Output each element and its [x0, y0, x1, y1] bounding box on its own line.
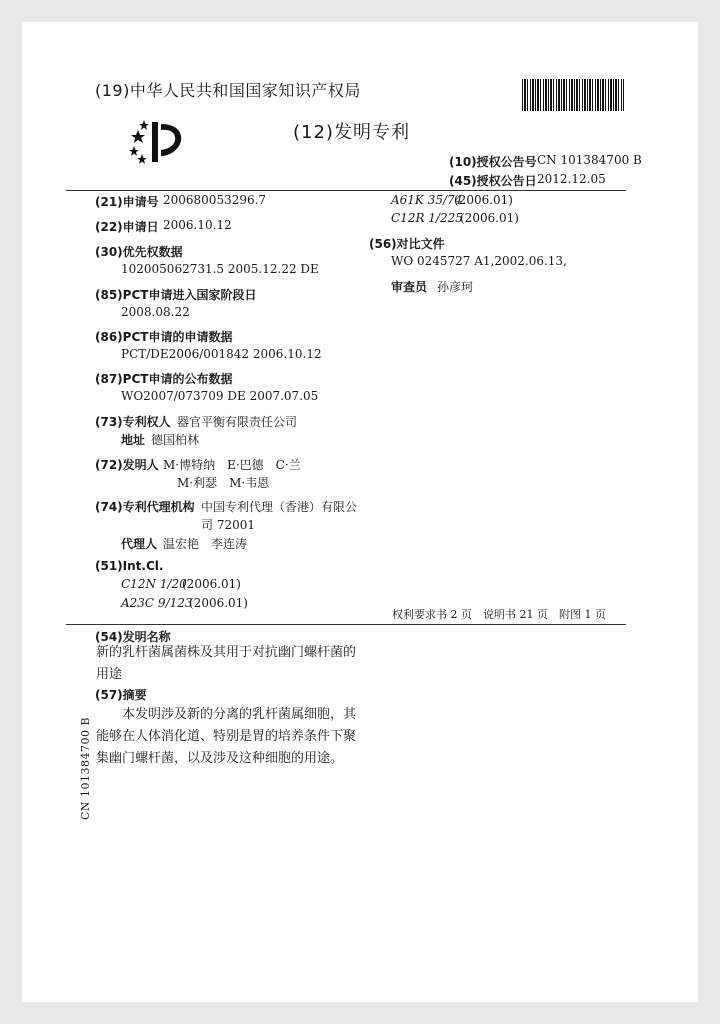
ipc-code-2: C12R 1/225: [391, 211, 463, 225]
sipo-logo: [128, 116, 188, 168]
side-publication-number: CN 101384700 B: [79, 716, 92, 820]
pct-app-label: (86)PCT申请的申请数据: [95, 330, 233, 344]
patentee-label: (73)专利权人: [95, 415, 171, 429]
office-title: (19)中华人民共和国国家知识产权局: [95, 81, 361, 100]
app-no-label: (21)申请号: [95, 195, 159, 209]
examiner: 孙彦珂: [437, 280, 474, 294]
pub-date-label: (45)授权公告日: [449, 174, 537, 188]
pub-no: CN 101384700 B: [537, 153, 642, 167]
abstract-text: 本发明涉及新的分离的乳杆菌属细胞，其能够在人体消化道、特别是胃的培养条件下聚集幽门螺杆菌，以及涉及这种细胞的用途。: [96, 707, 357, 766]
abstract-label: (57)摘要: [95, 688, 147, 702]
inventor-label: (72)发明人: [95, 458, 159, 472]
refs: WO 0245727 A1,2002.06.13,: [391, 254, 567, 268]
intcl-code-2: A23C 9/123: [121, 596, 193, 610]
address-label: 地址: [121, 433, 146, 447]
pct-entry-date: 2008.08.22: [121, 305, 190, 319]
pct-pub-label: (87)PCT申请的公布数据: [95, 372, 233, 386]
pct-pub-data: WO2007/073709 DE 2007.07.05: [121, 389, 319, 403]
intcl-code-1: C12N 1/20: [121, 577, 187, 591]
ipc-date-1: (2006.01): [454, 193, 513, 207]
priority-data: 102005062731.5 2005.12.22 DE: [121, 262, 319, 276]
agent: 温宏艳 李连涛: [163, 537, 248, 551]
pct-entry-label: (85)PCT申请进入国家阶段日: [95, 288, 257, 302]
page-counts: 权利要求书 2 页 说明书 21 页 附图 1 页: [392, 608, 606, 621]
agent-label: 代理人: [121, 537, 158, 551]
barcode-image: [522, 79, 624, 111]
header-divider: [66, 190, 626, 191]
intcl-date-2: (2006.01): [189, 596, 248, 610]
app-date: 2006.10.12: [163, 218, 232, 232]
agency-line-1: 中国专利代理（香港）有限公: [201, 500, 358, 514]
examiner-label: 审查员: [391, 280, 428, 294]
invention-title: 新的乳杆菌属菌株及其用于对抗幽门螺杆菌的用途: [96, 645, 357, 682]
pub-date: 2012.12.05: [537, 172, 606, 186]
ipc-code-1: A61K 35/74: [391, 193, 463, 207]
agency-line-2: 司 72001: [201, 518, 255, 532]
patentee: 器官平衡有限责任公司: [177, 415, 298, 429]
inventor-line-2: M·利瑟 M·韦恩: [177, 476, 270, 490]
intcl-date-1: (2006.01): [182, 577, 241, 591]
refs-label: (56)对比文件: [369, 237, 445, 251]
ipc-date-2: (2006.01): [460, 211, 519, 225]
section-divider: [66, 624, 626, 625]
app-date-label: (22)申请日: [95, 220, 159, 234]
pub-no-label: (10)授权公告号: [449, 155, 537, 169]
address: 德国柏林: [151, 433, 200, 447]
pct-app-data: PCT/DE2006/001842 2006.10.12: [121, 347, 322, 361]
invention-title-label: (54)发明名称: [95, 630, 171, 644]
app-no: 200680053296.7: [163, 193, 267, 207]
document-type: (12)发明专利: [293, 122, 410, 143]
priority-label: (30)优先权数据: [95, 245, 183, 259]
inventor-line-1: M·博特纳 E·巴德 C·兰: [163, 458, 301, 472]
agency-label: (74)专利代理机构: [95, 500, 195, 514]
intcl-label: (51)Int.Cl.: [95, 559, 164, 573]
